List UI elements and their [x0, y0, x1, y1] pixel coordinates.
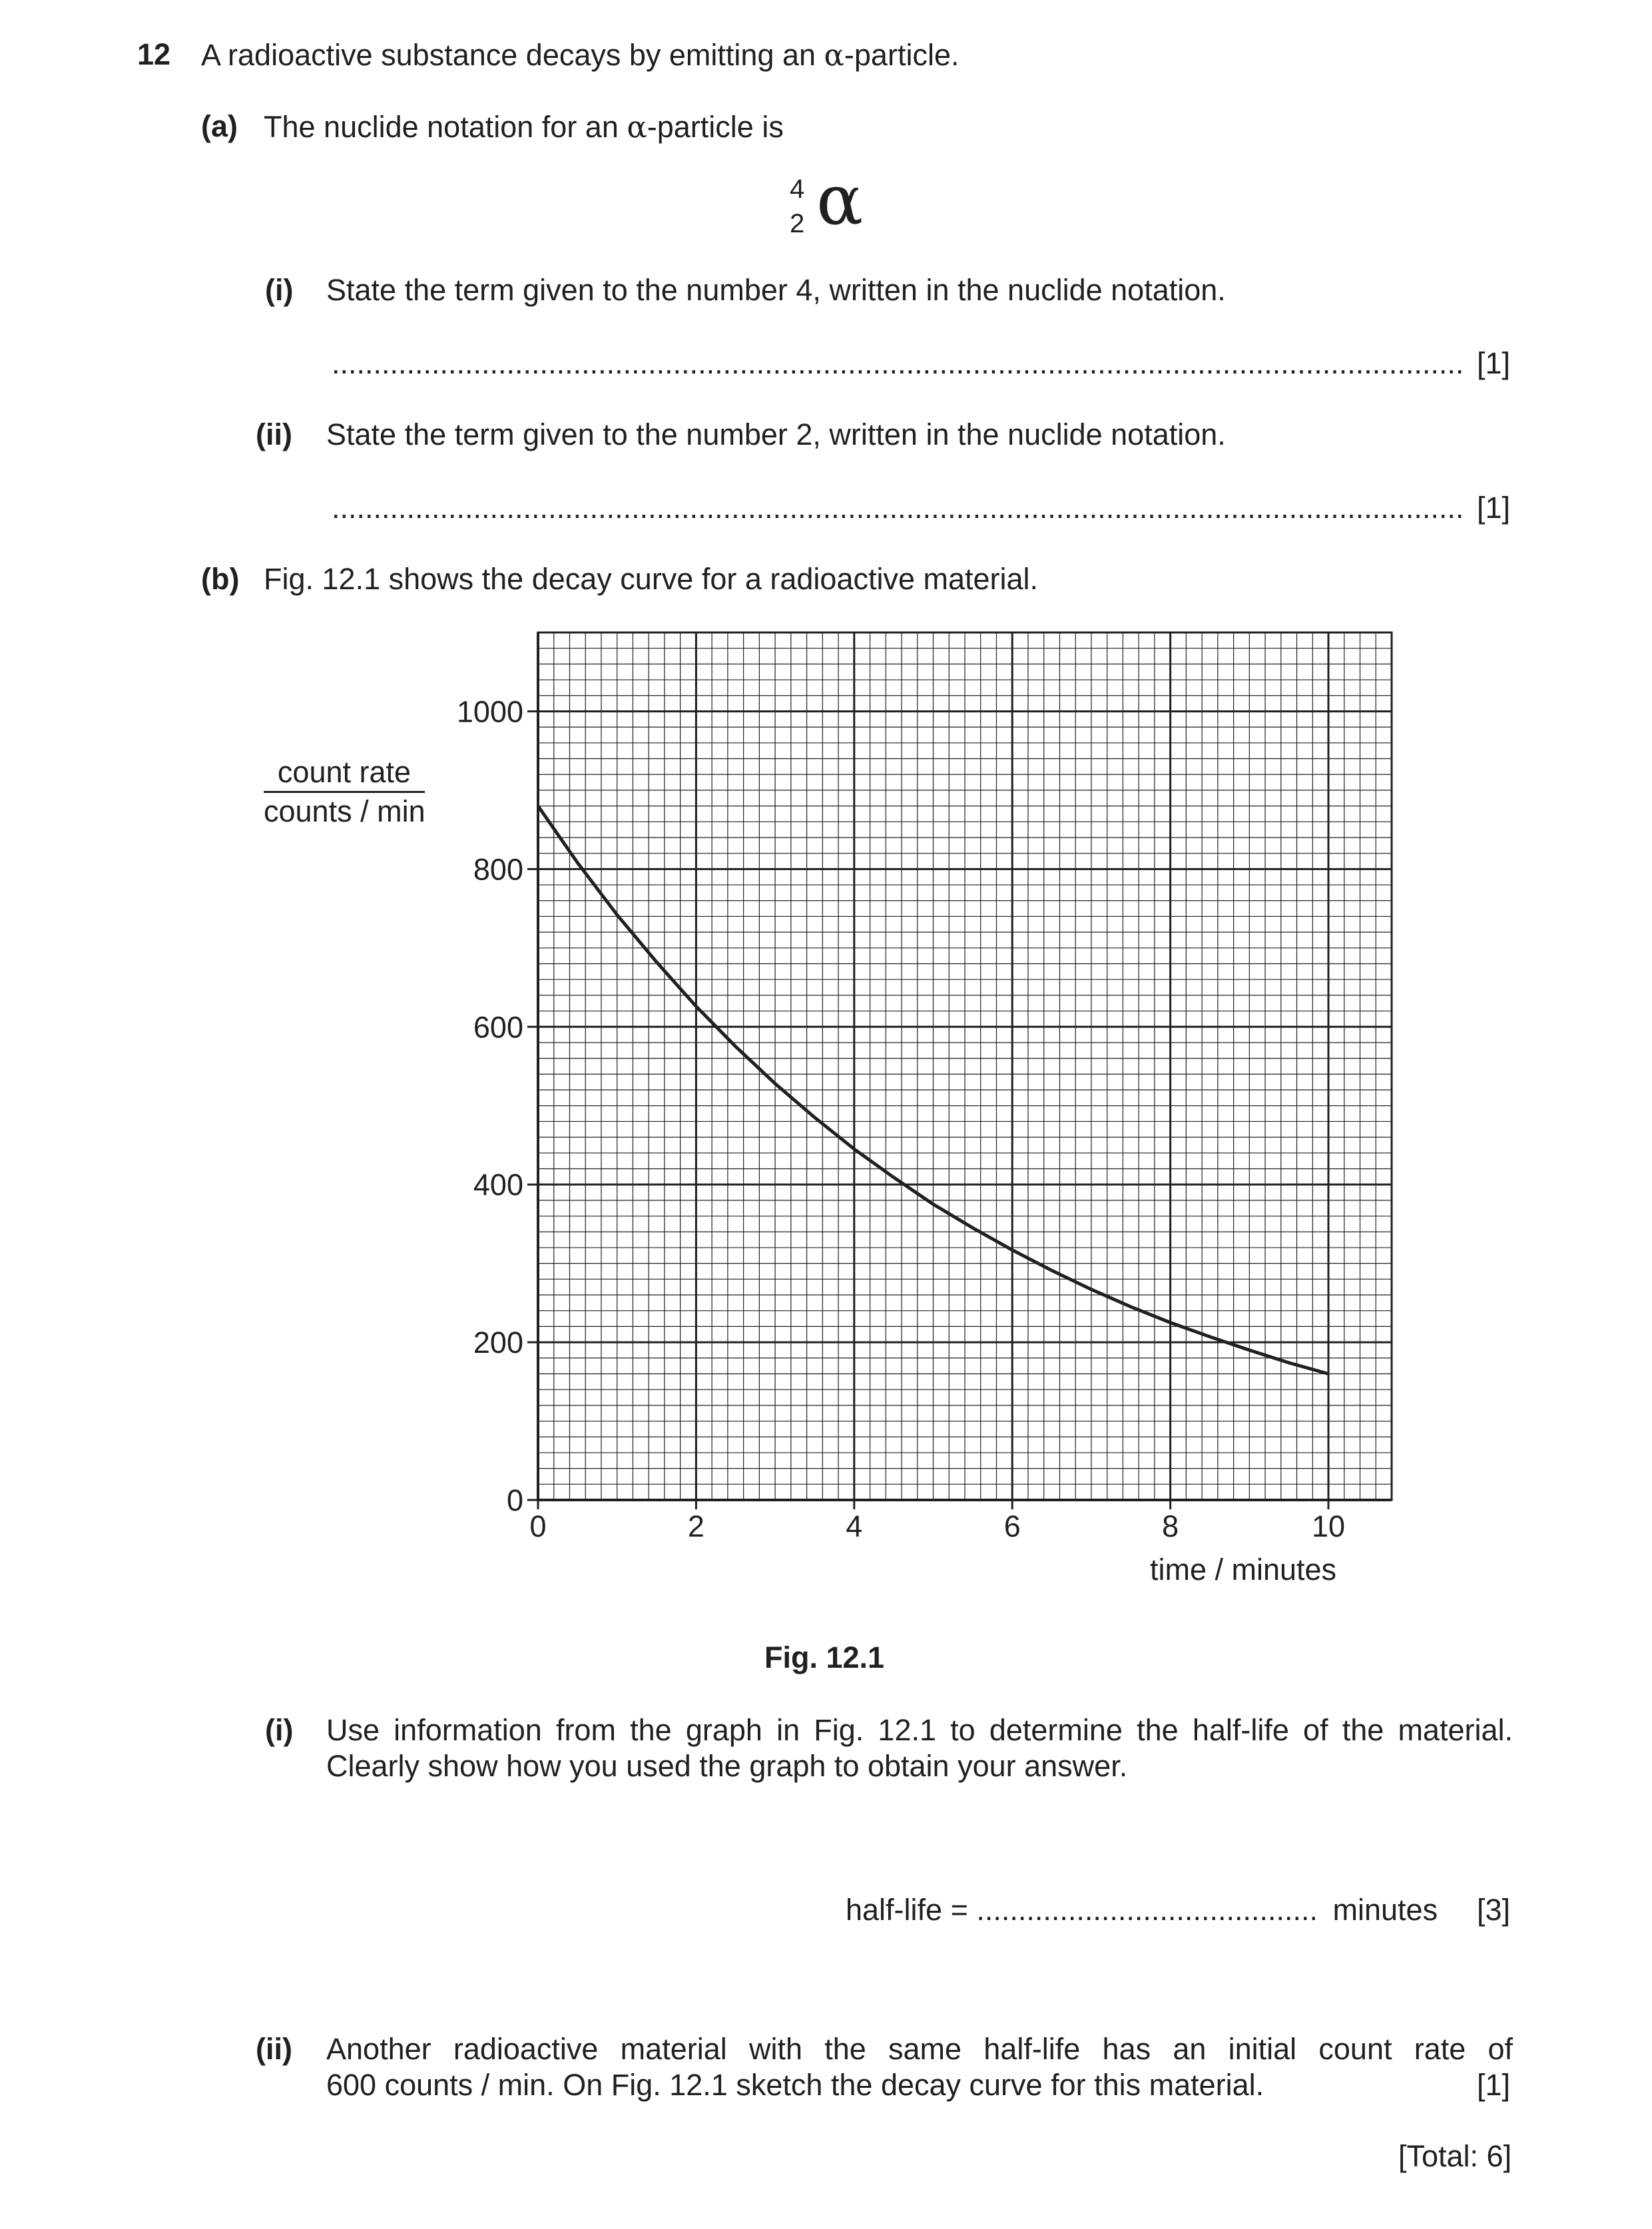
x-tick-label: 10	[1312, 1509, 1346, 1543]
part-b-i-line2: Clearly show how you used the graph to obtain your answer.	[326, 1749, 1128, 1783]
alpha-symbol: α	[816, 159, 864, 240]
stem-alpha: α	[824, 37, 844, 73]
stem-text-post: -particle.	[844, 38, 960, 72]
y-tick-label: 0	[506, 1483, 523, 1517]
part-a-i-answer-line[interactable]: ........................................................................................................................................	[332, 346, 1464, 380]
part-b-ii-line1: Another radioactive material with the same half-life has an initial count rate of	[326, 2032, 1513, 2066]
x-tick-label: 2	[687, 1509, 704, 1543]
y-tick-label: 1000	[456, 694, 523, 729]
part-b-i-label: (i)	[265, 1713, 294, 1747]
half-life-answer-line[interactable]: .........................................	[976, 1893, 1318, 1927]
atomic-number: 2	[790, 209, 805, 238]
part-b-ii-label: (ii)	[256, 2032, 292, 2066]
grid-minor	[538, 632, 1392, 1500]
part-b-label: (b)	[201, 562, 240, 596]
y-tick-label: 200	[473, 1326, 523, 1360]
part-a-i-marks: [1]	[1477, 346, 1511, 380]
part-b-ii-marks: [1]	[1477, 2068, 1511, 2102]
part-a-i-text: State the term given to the number 4, written in the nuclide notation.	[326, 273, 1226, 307]
part-a-label: (a)	[201, 109, 238, 143]
x-tick-label: 4	[846, 1509, 863, 1543]
y-axis-label-unit: counts / min	[264, 791, 425, 829]
x-tick-label: 0	[529, 1509, 547, 1543]
part-a-alpha: α	[627, 109, 647, 144]
mass-number: 4	[790, 174, 805, 204]
part-a-ii-label: (ii)	[256, 417, 292, 451]
half-life-prefix: half-life =	[846, 1893, 968, 1927]
part-b-ii-line2: 600 counts / min. On Fig. 12.1 sketch the decay curve for this material.	[326, 2068, 1264, 2102]
stem-text-pre: A radioactive substance decays by emitting an	[201, 38, 824, 72]
total-marks: [Total: 6]	[1398, 2139, 1512, 2173]
part-a-text-post: -particle is	[647, 110, 784, 144]
x-tick-label: 6	[1003, 1509, 1021, 1543]
part-a-ii-text: State the term given to the number 2, written in the nuclide notation.	[326, 417, 1226, 451]
x-axis-label: time / minutes	[1149, 1553, 1337, 1587]
part-b-i-line1: Use information from the graph in Fig. 12.1 to determine the half-life of the material.	[326, 1713, 1513, 1747]
figure-caption: Fig. 12.1	[764, 1640, 885, 1674]
part-b-text: Fig. 12.1 shows the decay curve for a radioactive material.	[264, 562, 1039, 596]
part-b-i-marks: [3]	[1477, 1893, 1511, 1927]
half-life-answer	[846, 1893, 1438, 1927]
question-number: 12	[137, 37, 171, 71]
part-a-i-label: (i)	[265, 273, 294, 307]
part-a-text-pre: The nuclide notation for an	[264, 110, 627, 144]
x-tick-label: 8	[1162, 1509, 1179, 1543]
half-life-unit: minutes	[1332, 1893, 1438, 1927]
y-tick-label: 400	[473, 1168, 523, 1202]
y-axis-label-quantity: count rate	[277, 755, 412, 789]
part-a-ii-answer-line[interactable]: ........................................................................................................................................	[332, 491, 1464, 525]
y-tick-label: 800	[473, 852, 523, 887]
y-tick-label: 600	[473, 1010, 523, 1045]
part-a-ii-marks: [1]	[1477, 491, 1511, 525]
